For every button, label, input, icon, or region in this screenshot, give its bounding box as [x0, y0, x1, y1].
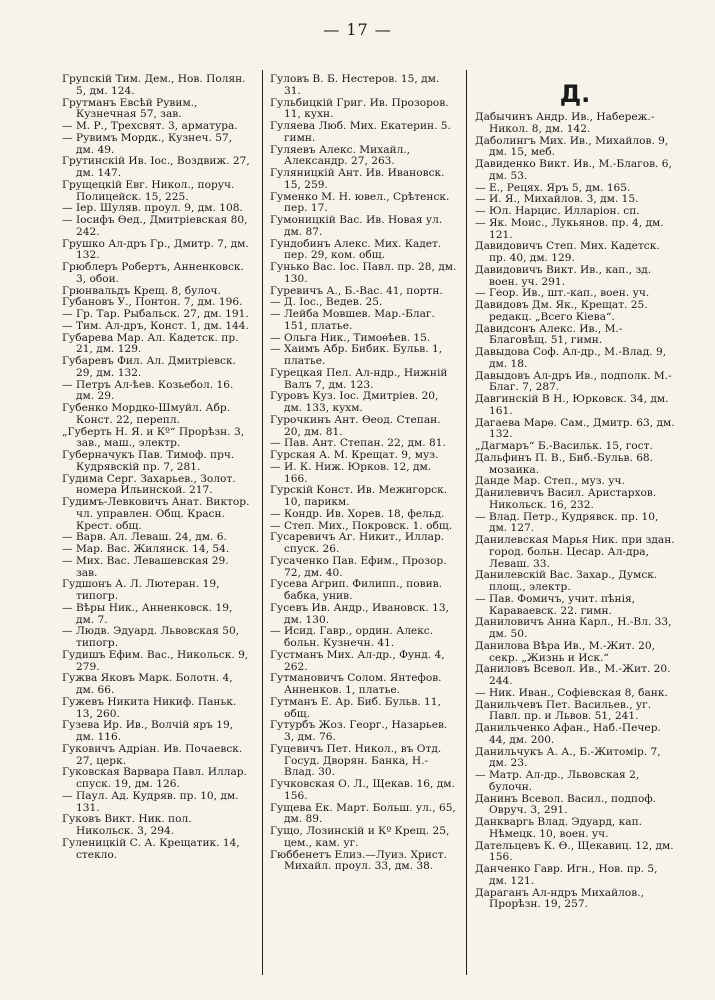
- directory-entry: Давиденко Викт. Ив., М.-Благов. 6, дм. 53.: [475, 158, 672, 182]
- directory-entry: Данилевичъ Васил. Аристархов. Никольск. 16, 232.: [475, 487, 657, 511]
- directory-entry: Гуковичъ Адріан. Ив. Почаевск. 27, церк.: [62, 742, 243, 767]
- directory-entry: — Пав. Ант. Степан. 22, дм. 81.: [270, 437, 446, 450]
- section-letter: Д.: [559, 80, 591, 108]
- directory-column-3: [475, 78, 675, 911]
- directory-entry: Гуляевъ Алекс. Михайл., Александр. 27, 263.: [270, 143, 411, 168]
- directory-entry: Гудишъ Ефим. Вас., Никольск. 9, 279.: [62, 648, 249, 673]
- directory-entry: Данилова Вѣра Ив., М.-Жит. 20, секр. „Жизнь и Иск.“: [475, 639, 655, 664]
- directory-column-1: [62, 74, 250, 861]
- directory-entry: — Степ. Мих., Покровск. 1. общ.: [270, 519, 453, 532]
- directory-entry: Давыдова Соф. Ал-др., М.-Влад. 9, дм. 18.: [475, 346, 667, 370]
- directory-entry: Даболингъ Мих. Ив., Михайлов. 9, дм. 15, меб.: [475, 134, 669, 159]
- directory-entry: Гущева Ек. Март. Больш. ул., 65, дм. 89.: [270, 801, 456, 826]
- directory-entry: Гуцевичъ Пет. Никол., въ Отд. Госуд. Дворян. Банка, Н.-Влад. 30.: [270, 742, 442, 779]
- directory-entry: Гутурбъ Жоз. Георг., Назарьев. 3, дм. 76.: [270, 719, 448, 743]
- directory-entry: Гусаревичъ Аг. Никит., Иллар. спуск. 26.: [270, 531, 445, 555]
- directory-entry: Дательцевъ К. Ѳ., Щекавиц. 12, дм. 156.: [475, 839, 674, 864]
- directory-entry: Гущо, Лозинскій и Кº Крещ. 25, цем., кам. уг.: [270, 825, 450, 849]
- directory-entry: — М. Р., Трехсвят. 3, арматура.: [62, 120, 238, 132]
- directory-entry: — Д. Іос., Ведев. 25.: [270, 296, 383, 309]
- directory-entry: — Гр. Тар. Рыбальск. 27, дм. 191.: [62, 308, 249, 320]
- directory-entry: Групскій Тим. Дем., Нов. Полян. 5, дм. 124.: [62, 73, 246, 97]
- directory-entry: Губарева Мар. Ал. Кадетск. пр. 21, дм. 129.: [62, 331, 239, 356]
- directory-entry: Дагаева Марѳ. Сам., Дмитр. 63, дм. 132.: [475, 416, 675, 441]
- directory-entry: Гунько Вас. Іос. Павл. пр. 28, дм. 130.: [270, 261, 457, 285]
- directory-entry: Гуляева Люб. Мих. Екатерин. 5. гимн.: [270, 120, 451, 144]
- directory-entry: Гурская А. М. Крещат. 9, муз.: [270, 449, 439, 461]
- directory-entry: Данильченко Афан., Наб.-Печер. 44, дм. 200.: [475, 722, 661, 746]
- directory-entry: Гуляницкій Ант. Ив. Ивановск. 15, 259.: [270, 167, 445, 191]
- directory-entry: Гужевъ Никита Никиф. Паньк. 13, 260.: [62, 695, 237, 720]
- directory-entry: Губенко Мордко-Шмуйл. Абр. Конст. 22, перепл.: [62, 402, 231, 426]
- directory-entry: Гусаченко Пав. Ефим., Прозор. 72, дм. 40.: [270, 554, 447, 579]
- directory-entry: Губановъ У., Понтон. 7, дм. 196.: [62, 296, 243, 309]
- directory-entry: — Як. Моис., Лукьянов. пр. 4, дм. 121.: [475, 216, 664, 241]
- directory-entry: — Хаимъ Абр. Бибик. Бульв. 1, платье.: [270, 343, 443, 367]
- directory-entry: Гуковъ Викт. Ник. пол. Никольск. 3, 294.: [62, 813, 192, 837]
- directory-entry: Данильчукъ А. А., Б.-Житомір. 7, дм. 23.: [475, 745, 661, 770]
- directory-entry: — Іер. Шуляв. проул. 9, дм. 108.: [62, 202, 243, 215]
- directory-entry: Грущецкій Евг. Никол., поруч. Полицейск. 15, 225.: [62, 178, 235, 203]
- directory-entry: Данченко Гавр. Игн., Нов. пр. 5, дм. 121.: [475, 863, 658, 887]
- directory-entry: Дараганъ Ал-ндръ Михайлов., Прорѣзн. 19, 257.: [475, 886, 644, 911]
- directory-entry: Дабычинъ Андр. Ив., Набереж.-Никол. 8, дм. 142.: [475, 111, 655, 135]
- directory-entry: — Ник. Иван., Софіевская 8, банк.: [475, 686, 668, 699]
- directory-entry: Грутинскій Ив. Іос., Воздвиж. 27, дм. 147.: [62, 155, 250, 179]
- directory-entry: Гундобинъ Алекс. Мих. Кадет. пер. 29, ком. общ.: [270, 237, 442, 262]
- section-entries: [475, 112, 675, 911]
- directory-entry: Даниловичъ Анна Карл., Н.-Вл. 33, дм. 50.: [475, 616, 672, 640]
- directory-entry: Давгинскій В Н., Юрковск. 34, дм. 161.: [475, 393, 669, 417]
- directory-entry: Грюблеръ Робертъ, Анненковск. 3, обои.: [62, 261, 244, 285]
- directory-entry: Гуревичъ А., Б.-Вас. 41, портн.: [270, 284, 443, 297]
- directory-entry: Гусева Агрип. Филипп., повив. бабка, унив.: [270, 578, 442, 602]
- directory-entry: Гуровъ Куз. Іос. Дмитріев. 20, дм. 133, кухм.: [270, 390, 439, 414]
- directory-entry: Данилевская Марья Ник. при здан. город. больн. Цесар. Ал-дра, Леваш. 33.: [475, 534, 675, 570]
- directory-entry: Грюнвальдъ Крещ. 8, булоч.: [62, 284, 221, 297]
- directory-entry: Грушко Ал-дръ Гр., Дмитр. 7, дм. 132.: [62, 237, 249, 262]
- directory-entry: — Пав. Фомичъ, учит. пѣнія, Караваевск. 22. гимн.: [475, 592, 636, 617]
- directory-entry: Губаревъ Фил. Ал. Дмитріевск. 29, дм. 132.: [62, 355, 236, 379]
- directory-entry: Давидовичъ Викт. Ив., кап., зд. воен. уч. 291.: [475, 263, 652, 288]
- directory-entry: Гуловъ В. Б. Нестеров. 15, дм. 31.: [270, 73, 440, 97]
- directory-entry: Гюббенетъ Елиз.—Луиз. Христ. Михайл. проул. 33, дм. 38.: [270, 848, 448, 873]
- directory-entry: — Влад. Петр., Кудрявск. пр. 10, дм. 127.: [475, 510, 659, 535]
- directory-entry: — Юл. Нарцис. Илларіон. сп.: [475, 205, 640, 217]
- directory-entry: — И. Я., Михайлов. 3, дм. 15.: [475, 193, 639, 206]
- directory-entry: Губерначукъ Пав. Тимоф. прч. Кудрявскій пр. 7, 281.: [62, 449, 235, 473]
- directory-entry: — Мар. Вас. Жилянск. 14, 54.: [62, 543, 230, 555]
- directory-entry: Гурецкая Пел. Ал-ндр., Нижній Валъ 7, дм. 123.: [270, 366, 448, 391]
- page-number: — 17 —: [323, 20, 392, 39]
- directory-entry: — Исид. Гавр., ордин. Алекс. больн. Кузнечн. 41.: [270, 625, 434, 649]
- directory-entry: — Людв. Эдуард. Львовская 50, типогр.: [62, 625, 240, 649]
- directory-entry: — И. К. Ниж. Юрков. 12, дм. 166.: [270, 460, 432, 485]
- directory-entry: Гузева Ир. Ив., Волчій яръ 19, дм. 116.: [62, 719, 234, 743]
- directory-entry: Давидовичъ Степ. Мих. Кадетск. пр. 40, дм. 129.: [475, 240, 660, 264]
- directory-entry: Гурскій Конст. Ив. Межигорск. 10, парикм.: [270, 484, 448, 508]
- directory-entry: Данкваргь Влад. Эдуард, кап. Нѣмецк. 10, воен. уч.: [475, 816, 643, 840]
- directory-entry: Давидовъ Дм. Як., Крещат. 25. редакц. „Всего Кіева“.: [475, 299, 648, 323]
- directory-column-2: [270, 74, 458, 873]
- directory-entry: — Мих. Вас. Левашевская 29. зав.: [62, 554, 229, 579]
- directory-entry: Даниловъ Всевол. Ив., М.-Жит. 20. 244.: [475, 663, 671, 687]
- directory-entry: — Е., Рецях. Яръ 5, дм. 165.: [475, 181, 631, 194]
- directory-entry: — Тим. Ал-дръ, Конст. 1, дм. 144.: [62, 319, 249, 332]
- directory-entry: Гуменко М. Н. ювел., Срѣтенск. пер. 17.: [270, 190, 450, 215]
- directory-entry: — Кондр. Ив. Хорев. 18, фельд.: [270, 507, 445, 520]
- directory-entry: Гудшонъ А. Л. Лютеран. 19, типогр.: [62, 578, 220, 602]
- directory-entry: Гуленицкій С. А. Крещатик. 14, стекло.: [62, 836, 240, 861]
- directory-entry: — Вѣры Ник., Анненковск. 19, дм. 7.: [62, 601, 233, 626]
- directory-entry: — Варв. Ал. Леваш. 24, дм. 6.: [62, 531, 227, 544]
- directory-entry: Гуковская Варвара Павл. Иллар. спуск. 19, дм. 126.: [62, 766, 247, 790]
- directory-entry: — Геор. Ив., шт.-кап., воен. уч.: [475, 287, 650, 300]
- directory-entry: — Рувимъ Мордк., Кузнеч. 57, дм. 49.: [62, 131, 233, 156]
- directory-entry: Давидсонъ Алекс. Ив., М.-Благовѣщ. 51, гимн.: [475, 322, 623, 347]
- directory-entry: Данинъ Всевол. Васил., подпоф. Овруч. 3, 291.: [475, 792, 656, 817]
- directory-entry: Данде Мар. Степ., муз. уч.: [475, 475, 625, 488]
- directory-entry: — Петръ Ал-ѣев. Козьебол. 16. дм. 29.: [62, 378, 234, 403]
- directory-entry: Грутманъ Евсѣй Рувим., Кузнечная 57, зав.: [62, 96, 198, 121]
- directory-entry: Гужва Яковъ Марк. Болотн. 4, дм. 66.: [62, 672, 233, 696]
- directory-entry: Дальфинъ П. В., Биб.-Бульв. 68. мозаика.: [475, 451, 654, 476]
- directory-entry: Гульбицкій Григ. Ив. Прозоров. 11, кухн.: [270, 96, 449, 121]
- directory-entry: Гурочкинъ Ант. Ѳеод. Степан. 20, дм. 81.: [270, 413, 441, 438]
- column-divider: [466, 70, 467, 975]
- directory-entry: Гусевъ Ив. Андр., Ивановск. 13, дм. 130.: [270, 601, 450, 626]
- directory-entry: Давыдовъ Ал-дръ Ив., подполк. М.-Благ. 7, 287.: [475, 369, 672, 394]
- directory-entry: — Лейба Мовшев. Мар.-Благ. 151, платье.: [270, 308, 435, 332]
- directory-entry: — Паул. Ад. Кудряв. пр. 10, дм. 131.: [62, 789, 239, 814]
- column-divider: [262, 70, 263, 975]
- directory-entry: Гудимъ-Левковичъ Анат. Виктор. чл. управлен. Общ. Красн. Крест. общ.: [62, 496, 250, 532]
- directory-entry: Гудима Серг. Захарьев., Золот. номера Ильинской. 217.: [62, 472, 236, 497]
- directory-entry: Данильчевъ Пет. Васильев., уг. Павл. пр. и Львов. 51, 241.: [475, 698, 652, 723]
- directory-entry: Данилевскій Вас. Захар., Думск. площ., электр.: [475, 569, 658, 593]
- directory-entry: Гутманъ Е. Ар. Биб. Бульв. 11, общ.: [270, 695, 441, 720]
- directory-entry: Гумоницкій Вас. Ив. Новая ул. дм. 87.: [270, 214, 443, 238]
- directory-entry: Гучковская О. Л., Щекав. 16, дм. 156.: [270, 778, 455, 802]
- directory-entry: Густманъ Мих. Ал-др., Фунд. 4, 262.: [270, 648, 445, 673]
- directory-entry: — Матр. Ал-др., Львовская 2, булочн.: [475, 769, 640, 793]
- directory-entry: — Ольга Ник., Тимоѳѣев. 15.: [270, 331, 431, 344]
- directory-entry: „Дагмаръ“ Б.-Васильк. 15, гост.: [475, 440, 653, 452]
- directory-entry: Гутмановичъ Солом. Янтефов. Анненков. 1, платье.: [270, 672, 442, 696]
- directory-entry: — Іосифъ Ѳед., Дмитріевская 80, 242.: [62, 214, 248, 238]
- directory-entry: „Губерть Н. Я. и Кº“ Прорѣзн. 3, зав., маш., электр.: [62, 425, 245, 450]
